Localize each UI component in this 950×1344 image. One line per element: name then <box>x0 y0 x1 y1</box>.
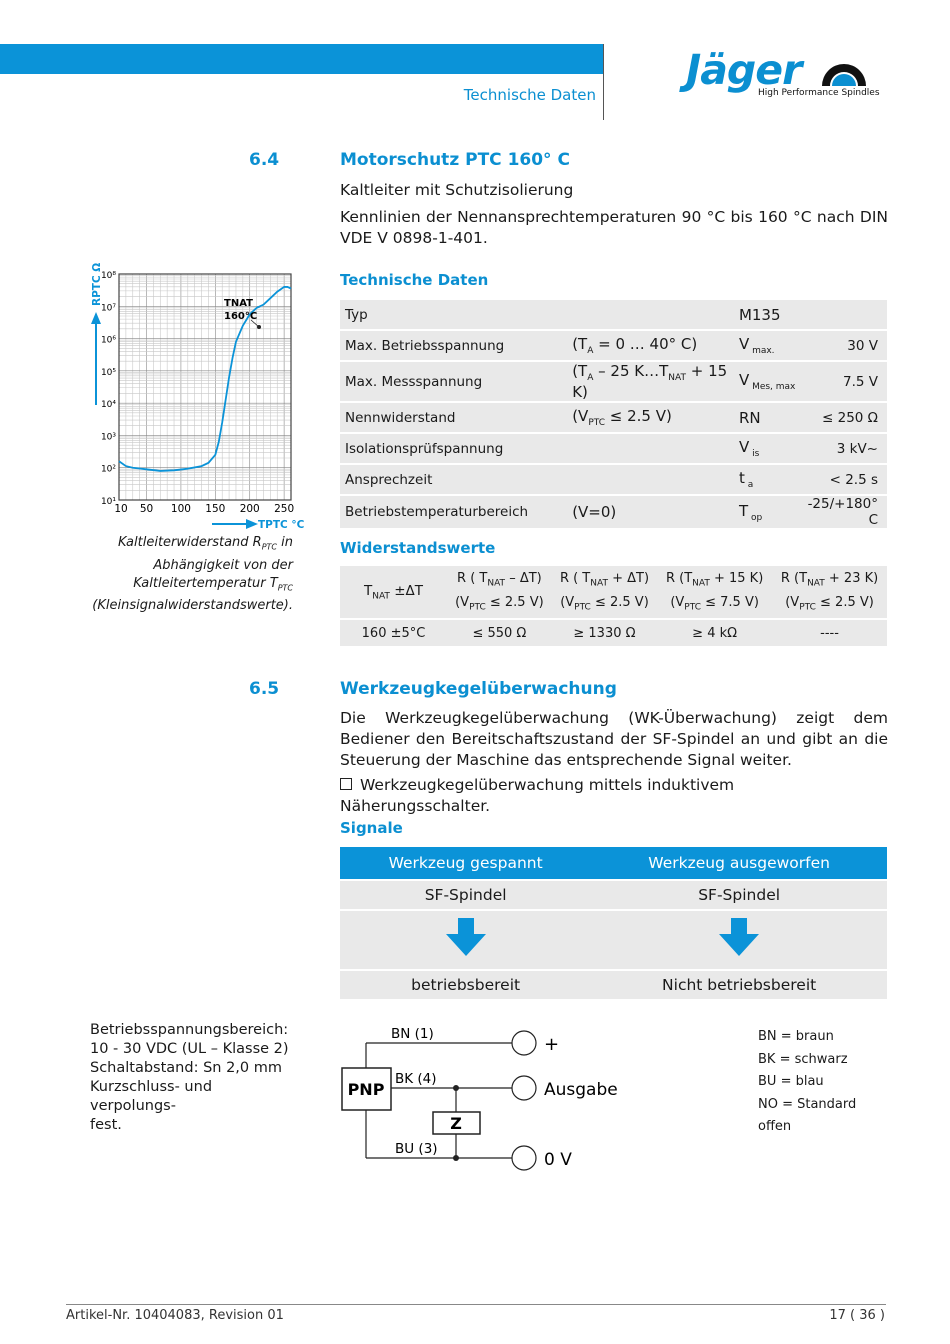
footer-rule <box>66 1304 886 1305</box>
z-label: Z <box>450 1114 462 1133</box>
resistance-header-col3: R ($T_{NAT} + 15$ K) ($V_{PTC} \le 7.5$ V) <box>657 566 772 618</box>
tech-symbol: T $_{op}$ <box>734 495 803 529</box>
logo-tagline: High Performance Spindles <box>758 88 880 98</box>
tech-value <box>803 300 887 330</box>
y-tick-label: 10¹ <box>100 497 116 507</box>
tech-param-name: Max. Betriebsspannung <box>340 330 567 361</box>
y-tick-label: 10⁷ <box>100 303 116 314</box>
y-tick-label: 10² <box>100 464 116 475</box>
tech-condition: ($T_A - 25$ $K\dots T_{NAT} + 15$ K) <box>567 361 734 402</box>
tech-symbol: t $_a$ <box>734 464 803 495</box>
tech-param-name: Betriebstemperaturbereich <box>340 495 567 529</box>
signals-heading: Signale <box>340 819 403 837</box>
note-line: 10 - 30 VDC (UL – Klasse 2) <box>90 1041 289 1057</box>
tech-row <box>340 300 887 330</box>
y-tick-label: 10³ <box>100 432 116 443</box>
header-divider <box>603 44 604 120</box>
tech-symbol: V $_{max.}$ <box>734 330 803 361</box>
signal-col1-arrow <box>340 911 591 969</box>
operating-note <box>90 1021 300 1135</box>
tech-data-heading: Technische Daten <box>340 271 489 289</box>
tech-param-name: Typ <box>340 300 567 330</box>
resistance-header-row <box>340 566 887 618</box>
tech-param-name: Isolationsprüfspannung <box>340 433 567 464</box>
resistance-cell: 160 ±5°C <box>340 620 447 646</box>
signal-col2-state: Nicht betriebsbereit <box>591 971 887 999</box>
resistance-table <box>340 566 887 646</box>
y-tick-label: 10⁵ <box>100 367 116 378</box>
signal-col1-state: betriebsbereit <box>340 971 591 999</box>
wire-color-legend <box>758 1026 888 1139</box>
tech-value: < 2.5 s <box>803 464 887 495</box>
header-section-label: Technische Daten <box>463 86 596 104</box>
legend-item: BN = braun <box>758 1029 834 1044</box>
tech-condition <box>567 300 734 330</box>
resistance-header-col2: R ( $T_{NAT} + \Delta T$) ($V_{PTC} \le 2.5$ V) <box>552 566 657 618</box>
x-axis-arrow-head <box>246 519 258 529</box>
arrow-down-icon <box>442 918 490 958</box>
header-bar <box>0 44 604 74</box>
arrow-down-icon <box>715 918 763 958</box>
tech-condition <box>567 433 734 464</box>
note-line: Schaltabstand: Sn 2,0 mm <box>90 1060 282 1076</box>
resistance-header-tnat: $T_{NAT} \pm\Delta T$ <box>340 566 447 618</box>
section-title-6-5: Werkzeugkegelüberwachung <box>340 679 617 699</box>
legend-item: BU = blau <box>758 1074 824 1089</box>
bullet-item <box>340 775 888 817</box>
legend-item: NO = Standard offen <box>758 1096 857 1134</box>
y-tick-label: 10⁶ <box>100 335 116 346</box>
wire-bk-label: BK (4) <box>395 1071 437 1087</box>
tech-value: 7.5 V <box>803 361 887 402</box>
tech-param-name: Ansprechzeit <box>340 464 567 495</box>
tech-symbol: V $_{is}$ <box>734 433 803 464</box>
note-line: fest. <box>90 1117 122 1133</box>
tech-condition: ($T_A = 0$ … 40° C) <box>567 330 734 361</box>
section-title-6-4: Motorschutz PTC 160° C <box>340 150 570 170</box>
resistance-cell: ≥ 4 kΩ <box>657 620 772 646</box>
wire-bn-label: BN (1) <box>391 1026 434 1042</box>
y-axis-arrow-head <box>91 312 101 324</box>
signal-col2-header: Werkzeug ausgeworfen <box>591 847 887 879</box>
x-tick-label: 150 <box>205 503 226 515</box>
tech-row <box>340 433 887 464</box>
y-axis-label: RPTC Ω <box>91 262 103 306</box>
x-tick-label: 200 <box>239 503 260 515</box>
wire-bu-label: BU (3) <box>395 1141 438 1157</box>
resistance-cell: ≥ 1330 Ω <box>552 620 657 646</box>
tech-value: 30 V <box>803 330 887 361</box>
ptc-curve-line <box>119 287 291 471</box>
tech-condition <box>567 464 734 495</box>
ptc-resistance-chart <box>78 262 305 532</box>
signal-col1-header: Werkzeug gespannt <box>340 847 591 879</box>
pnp-label: PNP <box>347 1080 385 1099</box>
tech-condition: (V=0) <box>567 495 734 529</box>
tech-value: 3 kV~ <box>803 433 887 464</box>
resistance-heading: Widerstandswerte <box>340 539 496 557</box>
logo-arc-icon <box>820 61 868 87</box>
legend-item: BK = schwarz <box>758 1051 848 1067</box>
tech-param-name: Max. Messspannung <box>340 361 567 402</box>
tech-data-table <box>340 300 887 530</box>
resistance-header-col1: R ( $T_{NAT} - \Delta T$) ($V_{PTC} \le 2.5$ V) <box>447 566 552 618</box>
section-number-6-4: 6.4 <box>249 150 280 170</box>
x-tick-label: 10 <box>114 503 128 515</box>
bullet-text: Werkzeugkegelüberwachung mittels induktivem Näherungsschalter. <box>340 776 735 815</box>
wiring-diagram <box>335 1020 635 1175</box>
y-tick-label: 10⁸ <box>100 271 116 281</box>
tech-symbol: M135 <box>734 300 803 330</box>
tech-row <box>340 361 887 402</box>
section-intro-2: Kennlinien der Nennansprechtemperaturen 90 °C bis 160 °C nach DIN VDE V 0898-1-401. <box>340 208 888 247</box>
footer-page: 17 ( 36 ) <box>829 1308 885 1323</box>
tech-condition: ($V_{PTC} \le 2.5$ V) <box>567 402 734 433</box>
output-terminal-label: Ausgabe <box>544 1080 618 1100</box>
tech-symbol: V $_{Mes, max}$ <box>734 361 803 402</box>
x-tick-label: 250 <box>274 503 295 515</box>
annotation-point <box>257 325 261 329</box>
resistance-cell: ---- <box>772 620 887 646</box>
x-axis-label: TPTC °C <box>258 519 305 531</box>
resistance-header-col4: R ($T_{NAT} + 23$ K) ($V_{PTC} \le 2.5$ V) <box>772 566 887 618</box>
zero-terminal-label: 0 V <box>544 1150 572 1170</box>
signal-col2-device: SF-Spindel <box>591 881 887 909</box>
tech-value: -25/+180° C <box>803 495 887 529</box>
tech-row <box>340 330 887 361</box>
logo-wordmark: Jäger <box>686 46 802 94</box>
y-tick-label: 10⁴ <box>100 400 116 411</box>
resistance-value-row <box>340 620 887 646</box>
footer-article: Artikel-Nr. 10404083, Revision 01 <box>66 1308 284 1323</box>
checkbox-bullet-icon <box>340 778 352 790</box>
plus-terminal-label: + <box>544 1034 560 1055</box>
tech-param-name: Nennwiderstand <box>340 402 567 433</box>
note-line: Betriebsspannungsbereich: <box>90 1022 289 1038</box>
note-line: Kurzschluss- und verpolungs- <box>90 1079 213 1114</box>
section-intro-1: Kaltleiter mit Schutzisolierung <box>340 181 574 199</box>
annotation-tnat: TNAT <box>224 298 253 309</box>
tech-value: ≤ 250 Ω <box>803 402 887 433</box>
x-tick-label: 50 <box>139 503 154 515</box>
section-number-6-5: 6.5 <box>249 679 280 699</box>
tech-row <box>340 402 887 433</box>
tech-row <box>340 464 887 495</box>
tech-symbol: RN <box>734 402 803 433</box>
tech-row <box>340 495 887 529</box>
annotation-temp: 160°C <box>224 311 258 322</box>
signal-col2-arrow <box>591 911 887 969</box>
resistance-cell: ≤ 550 Ω <box>447 620 552 646</box>
signal-col1-device: SF-Spindel <box>340 881 591 909</box>
x-tick-label: 100 <box>170 503 191 515</box>
signals-table <box>340 847 887 999</box>
chart-caption: Kaltleiterwiderstand $R_{PTC}$ in Abhängigkeit von der Kaltleitertemperatur $T_{PTC}$ (Kleinsignalwiderstandswerte). <box>92 535 293 614</box>
company-logo <box>686 46 880 100</box>
section-paragraph: Die Werkzeugkegelüberwachung (WK-Überwachung) zeigt dem Bediener den Bereitschaftszustand der SF-Spindel an und gibt an die Steuerung der Maschine das entsprechende Signal weiter. <box>340 709 888 769</box>
